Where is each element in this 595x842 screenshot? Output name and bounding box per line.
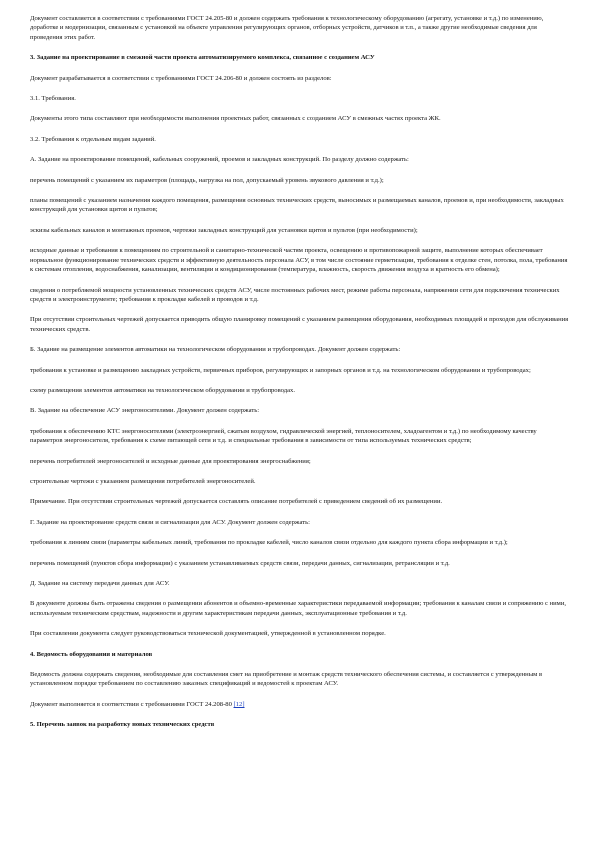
paragraph: требования к обеспечению КТС энергоносителями (электроэнергией, сжатым воздухом, гидравлической энергией, теплоносителем, хладоагентом и т.д.) по необходимому качеству параметров энергоносителя, требования к схеме питающей сети и т.д. и специальные требования в зависимости от типа используемых технических средств; xyxy=(30,427,537,445)
paragraph: строительные чертежи с указанием размещения потребителей энергоносителей. xyxy=(30,477,256,485)
paragraph: Д. Задание на систему передачи данных для АСУ. xyxy=(30,580,170,587)
paragraph: 3.1. Требования. xyxy=(30,95,76,103)
paragraph: перечень потребителей энергоносителей и исходные данные для проектирования энергоснабжения; xyxy=(30,457,311,465)
paragraph-text: Документ выполняется в соответствии с требованиями ГОСТ 24.208-80 xyxy=(30,700,232,708)
paragraph-with-reference xyxy=(30,700,570,709)
paragraph: В документе должны быть отражены сведения о размещении абонентов и объемно-временные характеристики передаваемой информации; требования к каналам связи и сопряжению с ними, используемым техническим средствам, надежности и другим характеристикам передачи данных, эксплуатационные требования и т.д. xyxy=(30,600,566,617)
paragraph: В. Задание на обеспечение АСУ энергоносителями. Документ должен содержать: xyxy=(30,407,260,415)
paragraph: исходные данные и требования к помещениям по строительной и санитарно-технической частям проекта, освещению и противопожарной защите, выполнение которых обеспечивает нормальное функционирование технических средств и эффективную деятельность персонала АСУ, в том числе состояние герметизации, требования к отделке стен, потолка, пола, требования к системам отопления, водоснабжения, канализации, вентиляции и кондиционирования (температура, влажность, скорость движения воздуха и кратность его обмена); xyxy=(30,247,568,274)
paragraph: Документ разрабатывается в соответствии с требованиями ГОСТ 24.206-80 и должен состоять из разделов: xyxy=(30,74,332,82)
paragraph: требования к линиям связи (параметры кабельных линий, требования по прокладке кабелей, число каналов связи отдельно для каждого пункта сбора информации и т.д.); xyxy=(30,539,508,547)
paragraph: Документ составляется в соответствии с требованиями ГОСТ 24.205-80 и должен содержать требования к технологическому оборудованию (агрегату, установке и т.д.) по изменению, доработке и модернизации, связанным с установкой на объекте управления регулирующих органов, отборных устройств, датчиков и т.п., а также другие необходимые сведения для проведения этих работ. xyxy=(30,15,544,41)
note-paragraph: Примечание. При отсутствии строительных чертежей допускается составлять описание потребителей с приведением сведений об их размещении. xyxy=(30,498,443,506)
document-page xyxy=(30,14,570,730)
section-heading: 4. Ведомость оборудования и материалов xyxy=(30,650,153,658)
paragraph: При отсутствии строительных чертежей допускается приводить общую планировку помещений с указанием размещения оборудования, необходимых площадей и проходов для обслуживания технических средств. xyxy=(30,316,569,333)
paragraph: Г. Задание на проектирование средств связи и сигнализации для АСУ. Документ должен содержать: xyxy=(30,518,310,526)
paragraph: эскизы кабельных каналов и монтажных проемов, чертежи закладных конструкций для установки щитов и пультов (при необходимости); xyxy=(30,226,418,234)
paragraph: требования к установке и размещению закладных устройств, первичных приборов, регулирующих и запорных органов и т.д. на технологическом оборудовании и трубопроводах; xyxy=(30,366,531,374)
paragraph: схему размещения элементов автоматики на технологическом оборудовании и трубопроводах. xyxy=(30,386,296,394)
paragraph: планы помещений с указанием назначения каждого помещения, размещения основных технических средств, выносимых и размещаемых каналов, проемов и, при необходимости, закладных конструкций для установки щитов и пультов; xyxy=(30,197,564,214)
paragraph: Ведомость должна содержать сведения, необходимые для составления смет на приобретение и монтаж средств технического обеспечения системы, и составляется с утвержденным в установленном порядке требованием по составлению заказных спецификаций и ведомостей к проектам АСУ. xyxy=(30,671,543,688)
paragraph: сведения о потребляемой мощности установленных технических средств АСУ, числе постоянных рабочих мест, режиме работы персонала, напряжении сети для подключения технических средств и электроинструменте; требования к прокладке кабелей и проводов и т.д. xyxy=(30,286,560,303)
paragraph: Б. Задание на размещение элементов автоматики на технологическом оборудовании и трубопроводах. Документ должен содержать: xyxy=(30,346,401,354)
paragraph: 3.2. Требования к отдельным видам заданий. xyxy=(30,135,156,143)
paragraph: перечень помещений с указанием их параметров (площадь, нагрузка на пол, допускаемый уровень звукового давления и т.д.); xyxy=(30,176,384,184)
paragraph: перечень помещений (пунктов сбора информации) с указанием устанавливаемых средств связи, передачи данных, сигнализации, ретрансляции и т.д. xyxy=(30,559,450,567)
section-heading: 3. Задание на проектирование в смежной части проекта автоматизируемого комплекса, связанное с созданием АСУ xyxy=(30,54,375,62)
paragraph: При составлении документа следует руководствоваться технической документацией, утвержденной в установленном порядке. xyxy=(30,630,386,638)
reference-link[interactable]: [12] xyxy=(233,700,245,708)
section-heading: 5. Перечень заявок на разработку новых технических средств xyxy=(30,721,215,729)
paragraph: А. Задание на проектирование помещений, кабельных сооружений, проемов и закладных конструкций. По разделу должно содержать: xyxy=(30,156,409,164)
paragraph: Документы этого типа составляют при необходимости выполнения проектных работ, связанных с созданием АСУ в смежных частях проекта ЖК. xyxy=(30,115,441,123)
